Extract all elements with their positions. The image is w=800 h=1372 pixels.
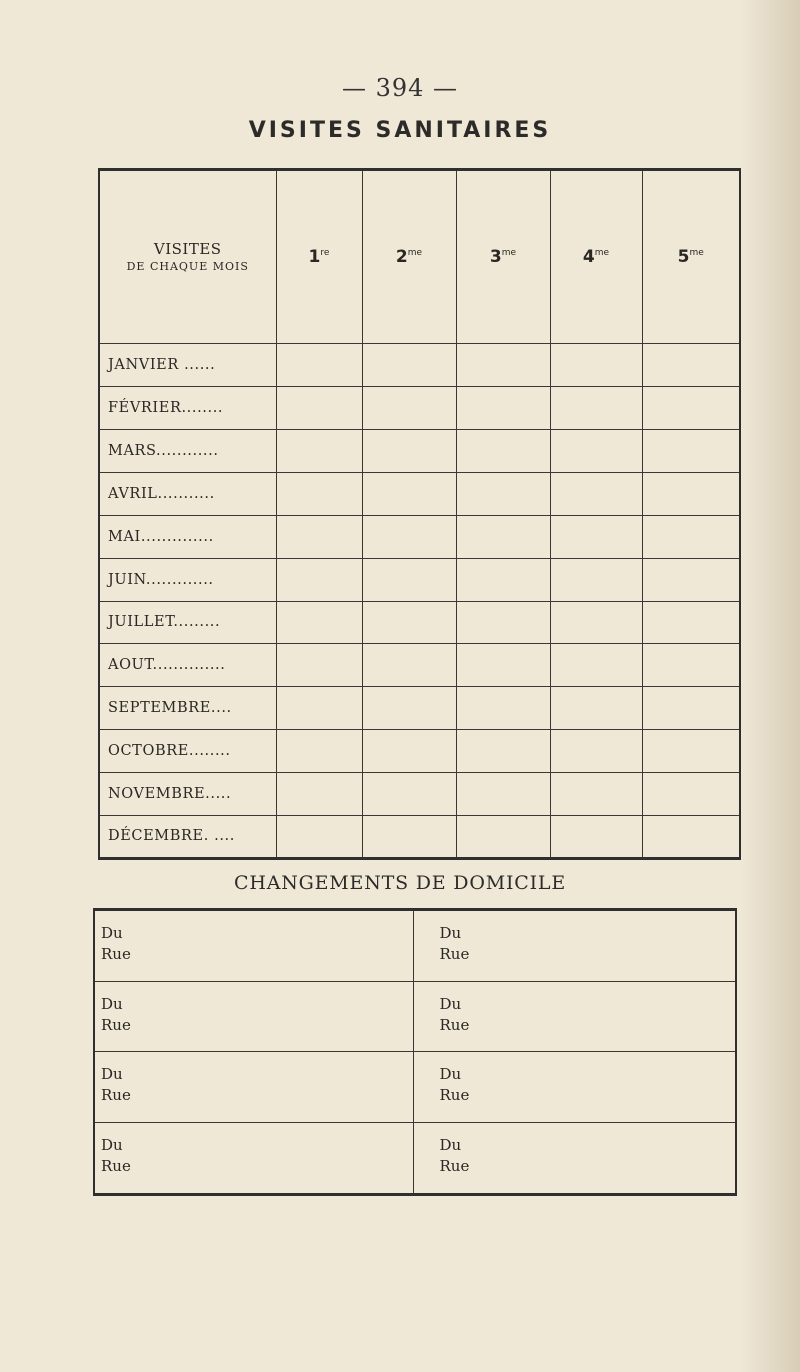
- rue-label: Rue: [439, 1015, 470, 1034]
- visits-table: [98, 168, 741, 860]
- month-row: [100, 644, 739, 687]
- header-line-visites: VISITES: [153, 240, 222, 259]
- domicile-row: [95, 981, 735, 1052]
- rue-label: Rue: [101, 945, 131, 963]
- domicile-cell: [95, 911, 413, 981]
- domicile-cell: [413, 981, 735, 1052]
- domicile-cell: [95, 981, 413, 1052]
- ordinal-number: 3: [489, 247, 502, 268]
- header-visit-3: [456, 171, 550, 344]
- visit-slot-5: [642, 558, 739, 601]
- visit-slot-3: [456, 601, 550, 644]
- month-rows: [100, 344, 739, 857]
- month-label: JUIN.............: [100, 558, 276, 601]
- visit-slot-3: [456, 430, 550, 473]
- ordinal-number: 5: [677, 247, 690, 268]
- header-visit-5: [642, 171, 739, 344]
- domicile-title: CHANGEMENTS DE DOMICILE: [233, 872, 567, 894]
- month-label: FÉVRIER........: [100, 387, 276, 430]
- header-visit-4: [550, 171, 642, 344]
- visit-slot-2: [362, 515, 456, 558]
- domicile-cell: [413, 1123, 735, 1193]
- visit-slot-1: [276, 344, 362, 387]
- visit-slot-3: [456, 815, 550, 857]
- visit-slot-4: [550, 387, 642, 430]
- visit-slot-3: [456, 644, 550, 687]
- month-label: SEPTEMBRE....: [100, 687, 276, 730]
- domicile-table: [93, 908, 737, 1196]
- du-label: Du: [101, 1065, 123, 1084]
- visit-slot-4: [550, 515, 642, 558]
- month-label: JANVIER ......: [100, 344, 276, 387]
- month-label: OCTOBRE........: [100, 730, 276, 773]
- visit-slot-2: [362, 387, 456, 430]
- month-row: [100, 601, 739, 644]
- du-label: Du: [439, 994, 462, 1013]
- rue-label: Rue: [101, 1015, 131, 1034]
- domicile-cell: [95, 1123, 413, 1193]
- visit-slot-2: [362, 644, 456, 687]
- month-label: AVRIL...........: [100, 472, 276, 515]
- ordinal-suffix: me: [501, 248, 517, 259]
- page-number: — 394 —: [341, 74, 459, 102]
- month-row: [100, 430, 739, 473]
- visit-slot-5: [642, 387, 739, 430]
- rue-label: Rue: [439, 1086, 470, 1105]
- month-row: [100, 815, 739, 857]
- ordinal-suffix: me: [594, 248, 610, 259]
- visit-slot-3: [456, 387, 550, 430]
- visit-slot-2: [362, 730, 456, 773]
- du-label: Du: [439, 924, 462, 942]
- domicile-rows: [95, 911, 735, 1193]
- visit-slot-2: [362, 558, 456, 601]
- du-label: Du: [101, 994, 123, 1013]
- month-row: [100, 687, 739, 730]
- visit-slot-4: [550, 601, 642, 644]
- visit-slot-3: [456, 472, 550, 515]
- visit-slot-3: [456, 344, 550, 387]
- visit-slot-1: [276, 430, 362, 473]
- visit-slot-5: [642, 515, 739, 558]
- visit-slot-4: [550, 472, 642, 515]
- month-row: [100, 730, 739, 773]
- visit-slot-2: [362, 472, 456, 515]
- du-label: Du: [101, 1136, 123, 1155]
- visit-slot-4: [550, 558, 642, 601]
- visit-slot-5: [642, 687, 739, 730]
- visit-slot-2: [362, 430, 456, 473]
- visit-slot-4: [550, 344, 642, 387]
- visit-slot-1: [276, 601, 362, 644]
- visit-slot-1: [276, 815, 362, 857]
- visit-slot-1: [276, 687, 362, 730]
- month-label: MARS............: [100, 430, 276, 473]
- ordinal-number: 1: [308, 247, 321, 268]
- domicile-row: [95, 1123, 735, 1193]
- ordinal-number: 4: [582, 247, 595, 268]
- visit-slot-2: [362, 773, 456, 816]
- header-visit-2: [362, 171, 456, 344]
- month-row: [100, 558, 739, 601]
- visit-slot-3: [456, 558, 550, 601]
- visit-slot-5: [642, 601, 739, 644]
- visit-slot-5: [642, 430, 739, 473]
- rue-label: Rue: [439, 945, 470, 963]
- visit-slot-5: [642, 815, 739, 857]
- visit-slot-1: [276, 515, 362, 558]
- visit-slot-2: [362, 344, 456, 387]
- visit-slot-5: [642, 773, 739, 816]
- month-label: MAI..............: [100, 515, 276, 558]
- page-edge-shadow: [740, 0, 800, 1372]
- visit-slot-5: [642, 730, 739, 773]
- month-row: [100, 387, 739, 430]
- visit-slot-5: [642, 344, 739, 387]
- month-label: NOVEMBRE.....: [100, 773, 276, 816]
- visits-header-row: [100, 171, 739, 344]
- month-label: JUILLET.........: [100, 601, 276, 644]
- visit-slot-4: [550, 730, 642, 773]
- page-title: VISITES SANITAIRES: [248, 118, 552, 143]
- header-line-de-chaque-mois: DE CHAQUE MOIS: [126, 259, 249, 273]
- visit-slot-1: [276, 387, 362, 430]
- visit-slot-5: [642, 644, 739, 687]
- month-label: DÉCEMBRE. ....: [100, 815, 276, 857]
- visit-slot-3: [456, 773, 550, 816]
- visit-slot-4: [550, 644, 642, 687]
- visit-slot-5: [642, 472, 739, 515]
- ordinal-suffix: me: [407, 248, 423, 259]
- visit-slot-2: [362, 601, 456, 644]
- du-label: Du: [439, 1136, 462, 1155]
- visit-slot-3: [456, 515, 550, 558]
- domicile-cell: [95, 1052, 413, 1123]
- visit-slot-1: [276, 730, 362, 773]
- domicile-row: [95, 911, 735, 981]
- ordinal-number: 2: [395, 247, 408, 268]
- du-label: Du: [439, 1065, 462, 1084]
- visit-slot-1: [276, 472, 362, 515]
- domicile-cell: [413, 1052, 735, 1123]
- rue-label: Rue: [439, 1157, 470, 1176]
- month-row: [100, 773, 739, 816]
- visit-slot-1: [276, 773, 362, 816]
- visit-slot-4: [550, 430, 642, 473]
- month-row: [100, 515, 739, 558]
- domicile-cell: [413, 911, 735, 981]
- visit-slot-2: [362, 815, 456, 857]
- rue-label: Rue: [101, 1086, 131, 1105]
- visit-slot-3: [456, 730, 550, 773]
- visit-slot-1: [276, 644, 362, 687]
- visit-slot-4: [550, 687, 642, 730]
- month-label: AOUT..............: [100, 644, 276, 687]
- month-row: [100, 344, 739, 387]
- month-row: [100, 472, 739, 515]
- header-visit-1: [276, 171, 362, 344]
- domicile-row: [95, 1052, 735, 1123]
- visit-slot-1: [276, 558, 362, 601]
- visit-slot-4: [550, 773, 642, 816]
- ordinal-suffix: me: [689, 248, 704, 259]
- visit-slot-4: [550, 815, 642, 857]
- ordinal-suffix: re: [320, 248, 330, 259]
- visit-slot-3: [456, 687, 550, 730]
- rue-label: Rue: [101, 1157, 131, 1176]
- visits-header-label: [100, 171, 276, 344]
- visit-slot-2: [362, 687, 456, 730]
- du-label: Du: [101, 924, 123, 942]
